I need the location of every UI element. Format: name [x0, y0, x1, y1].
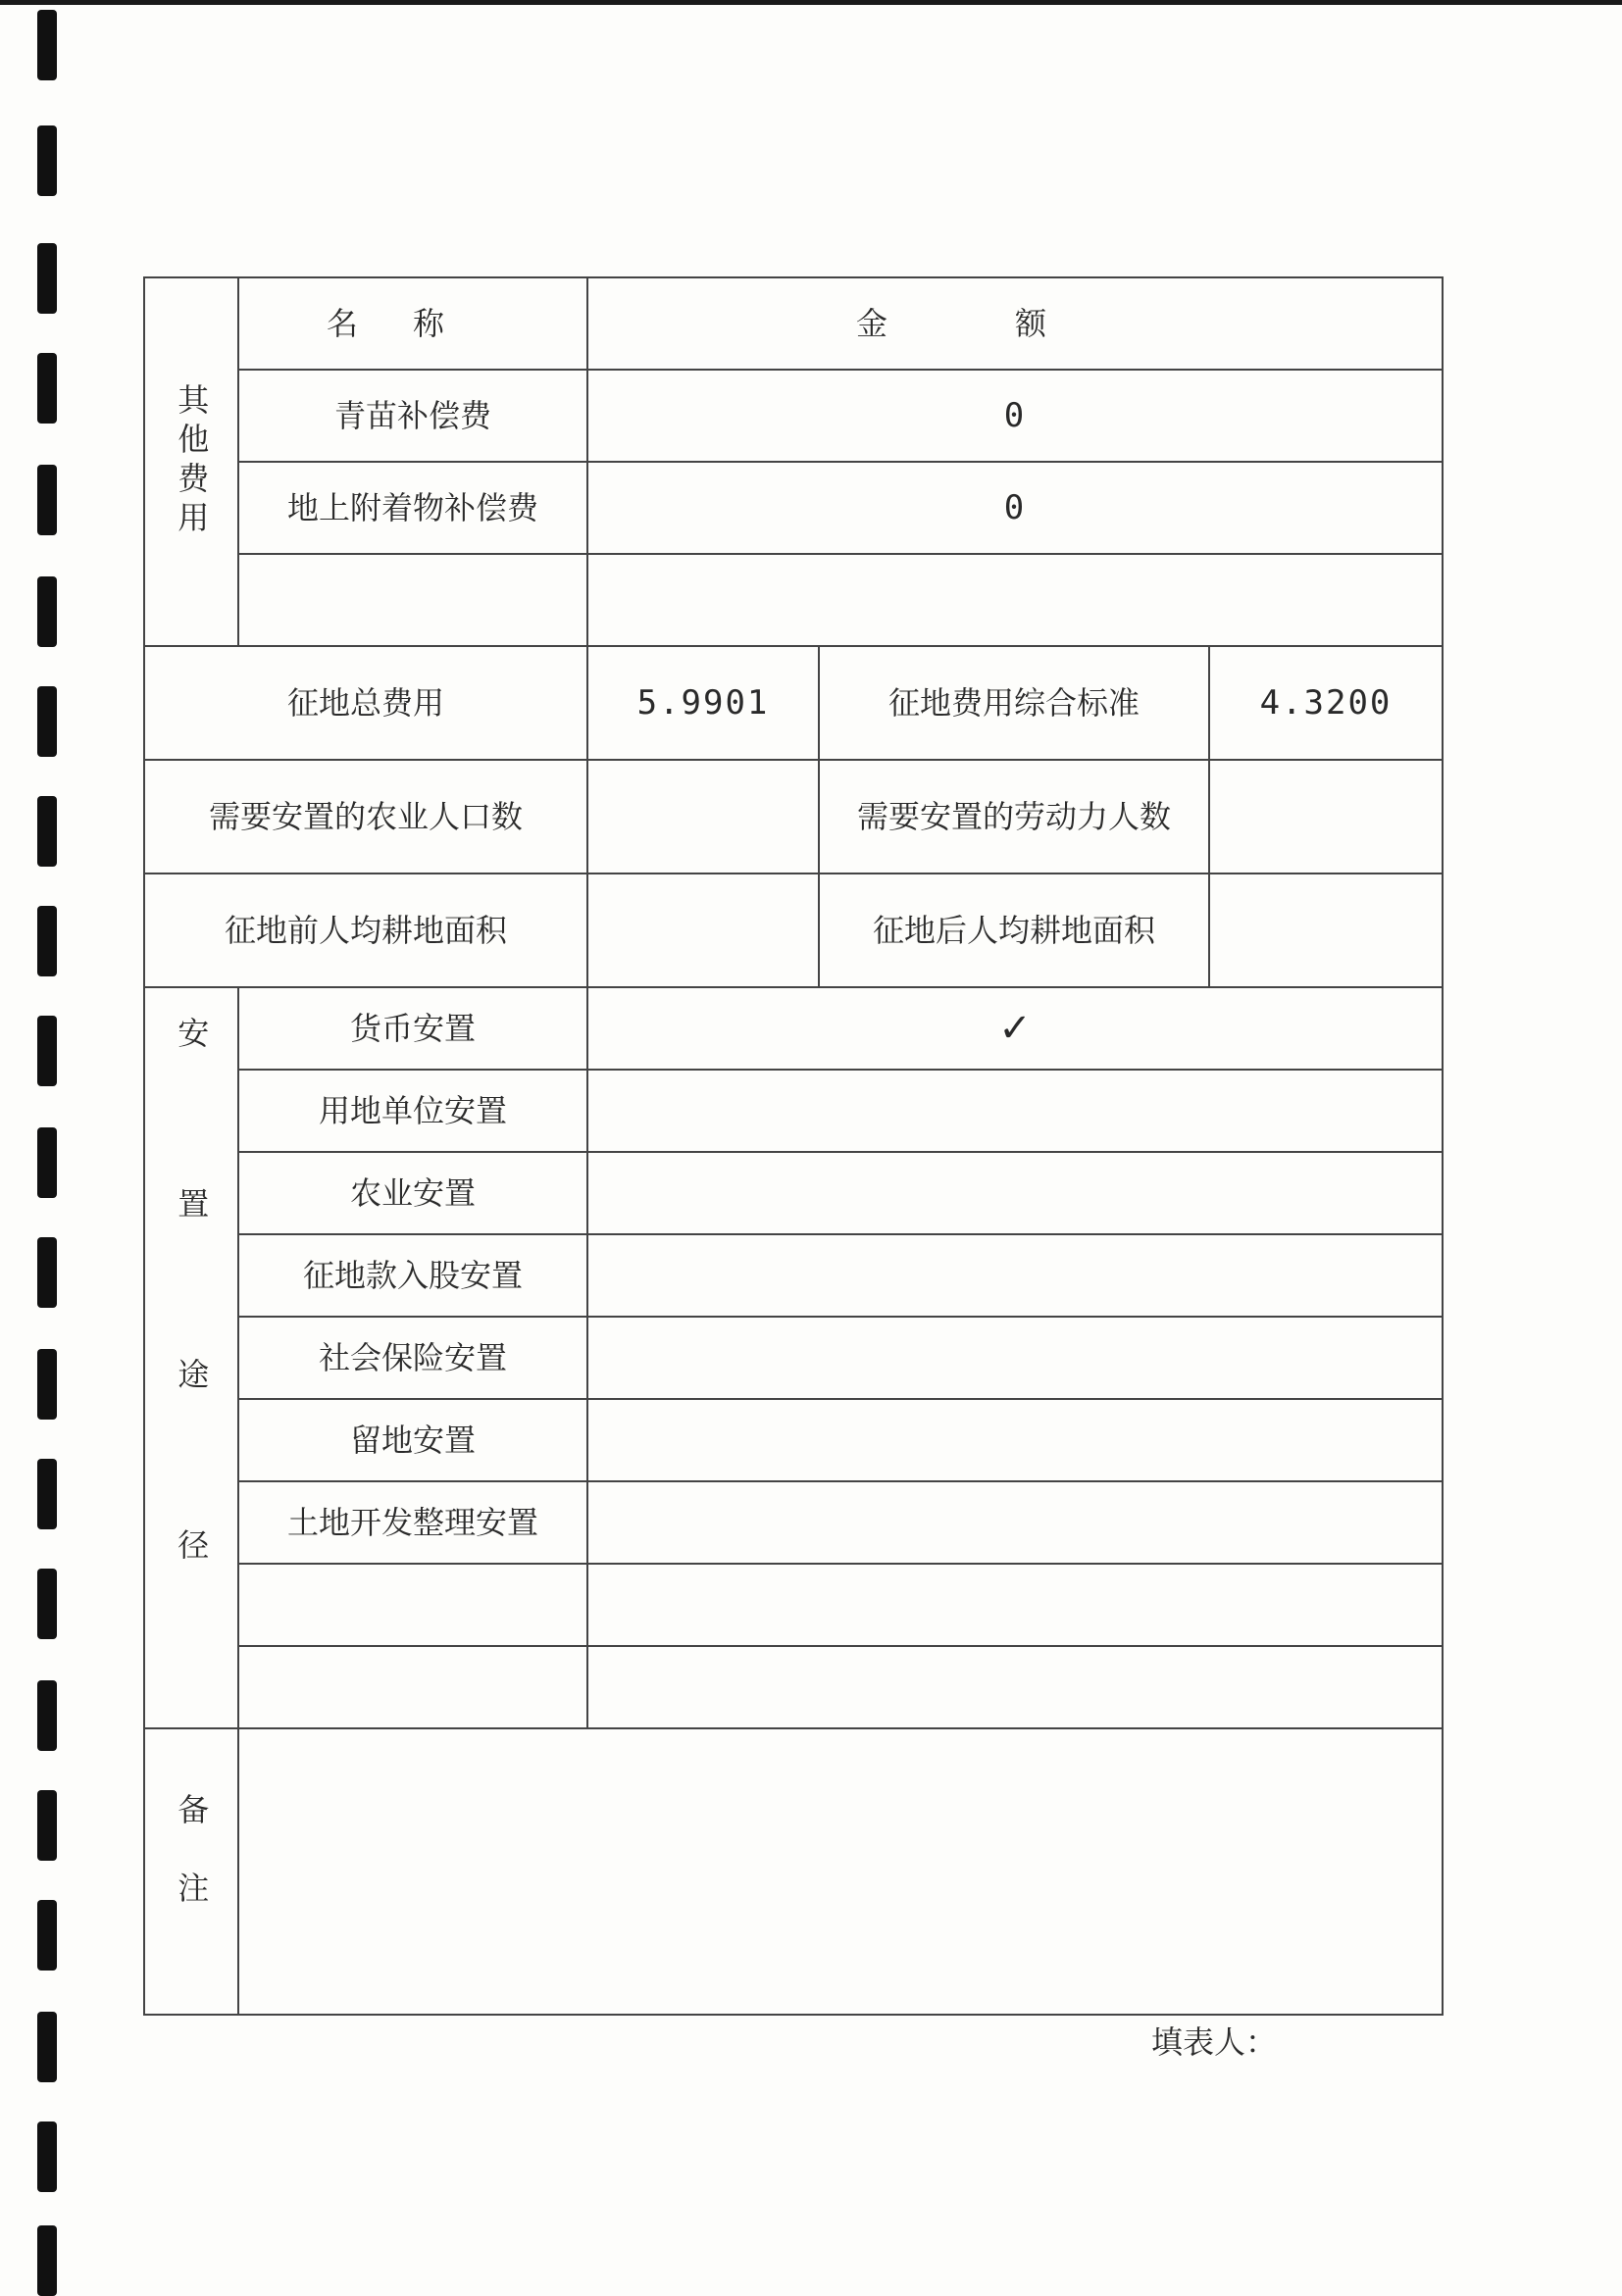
resettlement-name: 用地单位安置: [238, 1070, 587, 1152]
agri-population-value[interactable]: [587, 760, 819, 873]
remarks-value[interactable]: [238, 1728, 1443, 2015]
resettlement-row: [144, 1152, 1443, 1234]
binding-mark: [37, 243, 57, 314]
agri-population-label: 需要安置的农业人口数: [144, 760, 587, 873]
resettlement-value[interactable]: [587, 1646, 1443, 1728]
total-cost-value[interactable]: 5.9901: [587, 646, 819, 760]
resettlement-value[interactable]: [587, 1399, 1443, 1481]
binding-mark: [37, 1569, 57, 1639]
resettlement-name: [238, 1564, 587, 1646]
labor-count-value[interactable]: [1209, 760, 1443, 873]
binding-mark: [37, 796, 57, 867]
cost-row: [144, 554, 1443, 646]
remarks-row: [144, 1728, 1443, 2015]
resettlement-name: 留地安置: [238, 1399, 587, 1481]
totals-row: [144, 646, 1443, 760]
binding-mark: [37, 1790, 57, 1861]
binding-mark: [37, 1349, 57, 1420]
cost-name: [238, 554, 587, 646]
resettlement-row: [144, 1234, 1443, 1317]
binding-mark: [37, 1127, 57, 1198]
remarks-label-cell: [144, 1728, 238, 2015]
resettlement-name: 社会保险安置: [238, 1317, 587, 1399]
cost-row: [144, 370, 1443, 462]
population-row: [144, 760, 1443, 873]
check-mark-icon[interactable]: ✓: [587, 987, 1443, 1070]
cost-amount[interactable]: 0: [587, 462, 1443, 554]
land-acquisition-form-table: [143, 276, 1444, 2016]
other-costs-section-cell: [144, 277, 238, 646]
binding-holes: [37, 0, 59, 2292]
binding-mark: [37, 686, 57, 757]
total-cost-label: 征地总费用: [144, 646, 587, 760]
resettlement-name: [238, 1646, 587, 1728]
binding-mark: [37, 1016, 57, 1086]
area-before-label: 征地前人均耕地面积: [144, 873, 587, 987]
resettlement-value[interactable]: [587, 1481, 1443, 1564]
resettlement-row: [144, 1646, 1443, 1728]
binding-mark: [37, 1900, 57, 1971]
resettlement-name: 货币安置: [238, 987, 587, 1070]
resettlement-section-cell: [144, 987, 238, 1728]
resettlement-value[interactable]: [587, 1152, 1443, 1234]
binding-mark: [37, 2121, 57, 2192]
resettlement-name: 农业安置: [238, 1152, 587, 1234]
header-amount-cell: [587, 277, 1443, 370]
header-amount: 金额: [855, 304, 1174, 342]
resettlement-name: 土地开发整理安置: [238, 1481, 587, 1564]
remarks-label: 备注: [173, 1793, 211, 1950]
binding-mark: [37, 576, 57, 647]
cost-row: [144, 462, 1443, 554]
binding-mark: [37, 353, 57, 424]
cost-standard-value[interactable]: 4.3200: [1209, 646, 1443, 760]
cost-amount[interactable]: [587, 554, 1443, 646]
area-row: [144, 873, 1443, 987]
cost-name: 地上附着物补偿费: [238, 462, 587, 554]
binding-mark: [37, 1680, 57, 1751]
header-name-cell: [238, 277, 587, 370]
resettlement-value[interactable]: [587, 1070, 1443, 1152]
resettlement-name: 征地款入股安置: [238, 1234, 587, 1317]
resettlement-row: [144, 987, 1443, 1070]
resettlement-row: [144, 1481, 1443, 1564]
binding-mark: [37, 125, 57, 196]
cost-name: 青苗补偿费: [238, 370, 587, 462]
labor-count-label: 需要安置的劳动力人数: [819, 760, 1209, 873]
binding-mark: [37, 10, 57, 80]
binding-mark: [37, 465, 57, 535]
form-filler-label: 填表人：: [1151, 2023, 1278, 2061]
cost-standard-label: 征地费用综合标准: [819, 646, 1209, 760]
binding-mark: [37, 1237, 57, 1308]
resettlement-row: [144, 1399, 1443, 1481]
resettlement-row: [144, 1317, 1443, 1399]
binding-mark: [37, 1459, 57, 1529]
resettlement-section-label: 安置途径: [173, 1017, 211, 1699]
binding-mark: [37, 2225, 57, 2296]
area-before-value[interactable]: [587, 873, 819, 987]
binding-mark: [37, 2012, 57, 2082]
resettlement-row: [144, 1070, 1443, 1152]
scan-top-edge: [0, 0, 1622, 5]
resettlement-value[interactable]: [587, 1234, 1443, 1317]
resettlement-value[interactable]: [587, 1564, 1443, 1646]
resettlement-value[interactable]: [587, 1317, 1443, 1399]
cost-amount[interactable]: 0: [587, 370, 1443, 462]
binding-mark: [37, 906, 57, 976]
other-costs-section-label: 其他费用: [173, 383, 211, 540]
header-name: 名称: [326, 304, 499, 342]
area-after-label: 征地后人均耕地面积: [819, 873, 1209, 987]
other-costs-header-row: [144, 277, 1443, 370]
area-after-value[interactable]: [1209, 873, 1443, 987]
resettlement-row: [144, 1564, 1443, 1646]
